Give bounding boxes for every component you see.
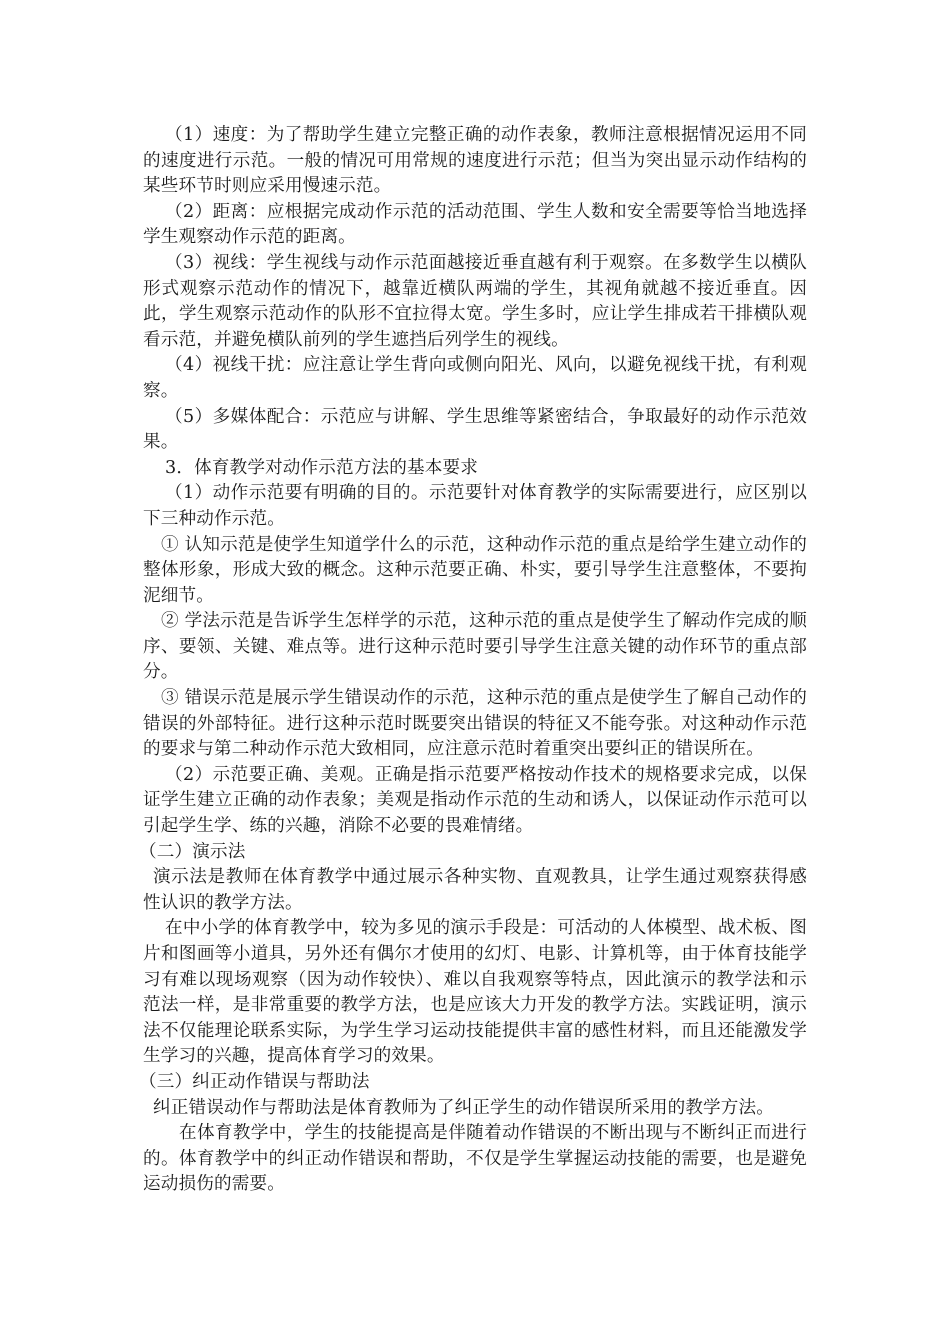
paragraph-clear-purpose: （1）动作示范要有明确的目的。示范要针对体育教学的实际需要进行，应区别以下三种动作示范。	[143, 483, 807, 529]
section-heading-demonstration: （二）演示法	[139, 841, 246, 862]
paragraph-sightline: （3）视线：学生视线与动作示范面越接近垂直越有利于观察。在多数学生以横队形式观察示范动作的情况下，越靠近横队两端的学生，其视角就越不接近垂直。因此，学生观察示范动作的队形不宜拉得太宽。学生多时，应让学生排成若干排横队观看示范，并避免横队前列的学生遮挡后列学生的视线。	[143, 252, 807, 350]
paragraph-speed: （1）速度：为了帮助学生建立完整正确的动作表象，教师注意根据情况运用不同的速度进行示范。一般的情况可用常规的速度进行示范；但当为突出显示动作结构的某些环节时则应采用慢速示范。	[143, 125, 807, 197]
paragraph-demonstration-definition: 演示法是教师在体育教学中通过展示各种实物、直观教具，让学生通过观察获得感性认识的教学方法。	[143, 867, 807, 913]
section-heading-requirements: 3．体育教学对动作示范方法的基本要求	[165, 457, 478, 478]
section-heading-correction: （三）纠正动作错误与帮助法	[139, 1071, 370, 1092]
paragraph-sightline-interference: （4）视线干扰：应注意让学生背向或侧向阳光、风向，以避免视线干扰，有利观察。	[143, 355, 807, 401]
paragraph-distance: （2）距离：应根据完成动作示范的活动范围、学生人数和安全需要等恰当地选择学生观察动作示范的距离。	[143, 201, 807, 248]
paragraph-learning-demo: ② 学法示范是告诉学生怎样学的示范，这种示范的重点是使学生了解动作完成的顺序、要领、关键、难点等。进行这种示范时要引导学生注意关键的动作环节的重点部分。	[143, 611, 807, 683]
paragraph-demonstration-means: 在中小学的体育教学中，较为多见的演示手段是：可活动的人体模型、战术板、图片和图画等小道具，另外还有偶尔才使用的幻灯、电影、计算机等，由于体育技能学习有难以现场观察（因为动作较快）、难以自我观察等特点，因此演示的教学法和示范法一样，是非常重要的教学方法，也是应该大力开发的教学方法。实践证明，演示法不仅能理论联系实际，为学生学习运动技能提供丰富的感性材料，而且还能激发学生学习的兴趣，提高体育学习的效果。	[143, 918, 807, 1067]
paragraph-error-demo: ③ 错误示范是展示学生错误动作的示范，这种示范的重点是使学生了解自己动作的错误的外部特征。进行这种示范时既要突出错误的特征又不能夸张。对这种动作示范的要求与第二种动作示范大致相同，应注意示范时着重突出要纠正的错误所在。	[143, 688, 807, 760]
paragraph-cognitive-demo: ① 认知示范是使学生知道学什么的示范，这种动作示范的重点是给学生建立动作的整体形象，形成大致的概念。这种示范要正确、朴实，要引导学生注意整体，不要拘泥细节。	[143, 534, 807, 606]
paragraph-correction-definition: 纠正错误动作与帮助法是体育教师为了纠正学生的动作错误所采用的教学方法。	[153, 1097, 775, 1118]
paragraph-correction-importance: 在体育教学中，学生的技能提高是伴随着动作错误的不断出现与不断纠正而进行的。体育教学中的纠正动作错误和帮助，不仅是学生掌握运动技能的需要，也是避免运动损伤的需要。	[143, 1123, 807, 1195]
paragraph-correct-beautiful: （2）示范要正确、美观。正确是指示范要严格按动作技术的规格要求完成，以保证学生建立正确的动作表象；美观是指动作示范的生动和诱人，以保证动作示范可以引起学生学、练的兴趣，消除不必要的畏难情绪。	[143, 764, 807, 837]
document-body	[139, 123, 807, 1198]
paragraph-multimedia: （5）多媒体配合：示范应与讲解、学生思维等紧密结合，争取最好的动作示范效果。	[143, 406, 807, 453]
